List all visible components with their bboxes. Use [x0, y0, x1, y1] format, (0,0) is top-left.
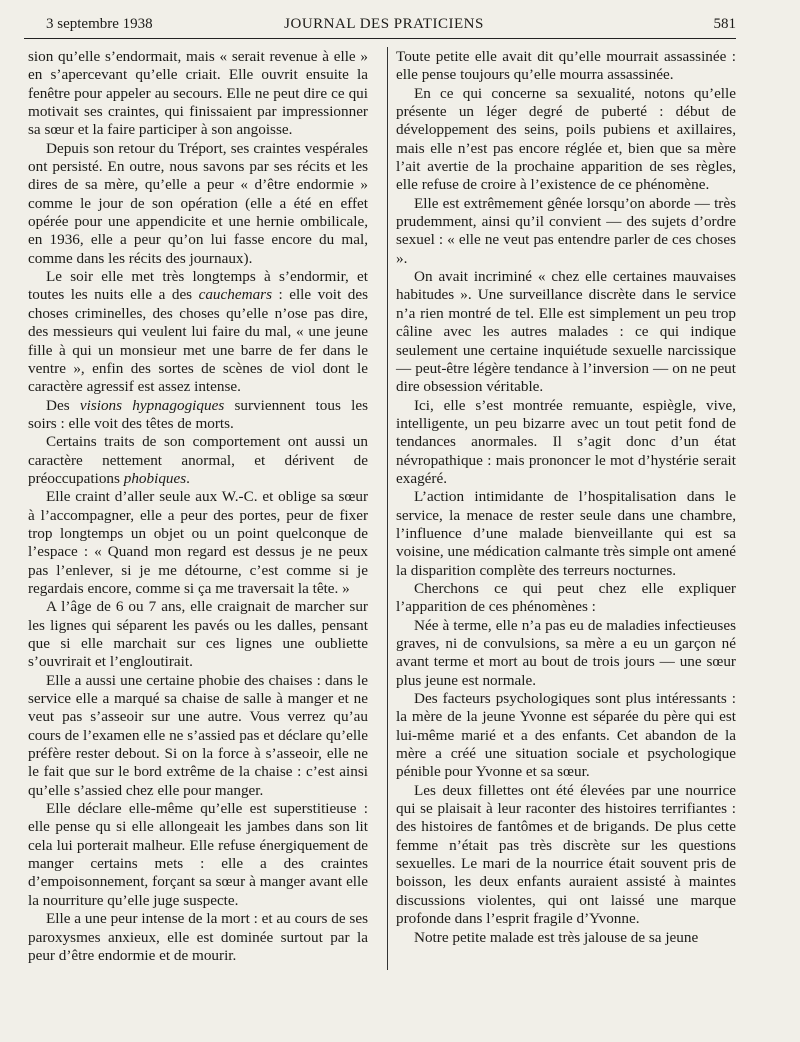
page-number: 581 — [713, 16, 736, 32]
paragraph: Des visions hypnagogiques surviennent tous les soirs : elle voit des têtes de morts. — [28, 396, 368, 432]
paragraph: Elle est extrêmement gênée lorsqu’on aborde — très prudemment, ainsi qu’il convient — des sujets d’ordre sexuel : « elle ne veut pas entendre parler de ces choses ». — [396, 194, 736, 267]
paragraph: Toute petite elle avait dit qu’elle mourrait assassinée : elle pense toujours qu’elle mourra assassinée. — [396, 48, 736, 84]
left-column — [28, 48, 368, 965]
paragraph: Cherchons ce qui peut chez elle expliquer l’apparition de ces phénomènes : — [396, 579, 736, 616]
paragraph: Elle a une peur intense de la mort : et au cours de ses paroxysmes anxieux, elle est dominée surtout par la peur d’être endormie et de mourir. — [28, 910, 368, 964]
running-header — [34, 14, 734, 36]
header-date: 3 septembre 1938 — [46, 16, 153, 32]
paragraph: On avait incriminé « chez elle certaines mauvaises habitudes ». Une surveillance discrète dans le service n’a rien montré de tel. Elle est simplement un peu trop câline avec les autres malades : ce qui indique seulement une certaine inquiétude sexuelle narcissique — peut-être légère tendance à l’inversion — on ne peut dire obsession véritable. — [396, 268, 736, 396]
paragraph: Des facteurs psychologiques sont plus intéressants : la mère de la jeune Yvonne est séparée du père qui est lui-même marié et a des enfants. Cet abandon de la mère a créé une situation sociale et psychologique pénible pour Yvonne et sa sœur. — [396, 690, 736, 781]
paragraph: Elle a aussi une certaine phobie des chaises : dans le service elle a marqué sa chaise de salle à manger et ne veut pas s’asseoir sur une autre. Vous verrez qu’au cours de l’examen elle ne s’assied pas et déclare qu’elle préfère rester debout. Si on la force à s’asseoir, elle ne le fait que sur le bord extrême de la chaise : c’est ainsi qu’elle s’assied chez elle pour manger. — [28, 671, 368, 799]
paragraph: Les deux fillettes ont été élevées par une nourrice qui se plaisait à leur raconter des histoires terrifiantes : des histoires de fantômes et de brigands. De plus cette femme n’était pas très discrète sur les questions sexuelles. Le mari de la nourrice était souvent pris de boisson, les deux enfants auraient assisté à maintes discussions violentes, qui ont laissé une marque profonde dans l’esprit fragile d’Yvonne. — [396, 781, 736, 928]
paragraph: L’action intimidante de l’hospitalisation dans le service, la menace de rester seule dans une chambre, l’influence d’une malade bienveillante qui est sa voisine, une médication calmante très simple ont amené la disparition complète des terreurs nocturnes. — [396, 488, 736, 579]
journal-title: JOURNAL DES PRATICIENS — [284, 16, 484, 32]
paragraph: Née à terme, elle n’a pas eu de maladies infectieuses graves, ni de convulsions, sa mère a eu un garçon né avant terme et mort au bout de trois jours — une sœur plus jeune est normale. — [396, 616, 736, 689]
paragraph: sion qu’elle s’endormait, mais « serait revenue à elle » en s’apercevant qu’elle criait. Elle ouvrit ensuite la fenêtre pour appeler au secours. Elle ne peut dire ce qui motivait ses craintes, qui finissaient par impressionner sa sœur et la faire participer à son angoisse. — [28, 48, 368, 139]
paragraph: Le soir elle met très longtemps à s’endormir, et toutes les nuits elle a des cauchemars : elle voit des choses criminelles, des choses qu’elle n’ose pas dire, des messieurs qui veulent lui faire du mal, « une jeune fille à qui un monsieur met une barre de fer dans le ventre », enfin des sortes de scènes de viol dont le caractère agressif est assez intense. — [28, 268, 368, 396]
paragraph: A l’âge de 6 ou 7 ans, elle craignait de marcher sur les lignes qui séparent les pavés ou les dalles, pensant que si elle marchait sur ces lignes une oubliette s’ouvrirait et l’engloutirait. — [28, 598, 368, 671]
header-rule — [24, 38, 736, 39]
paragraph: En ce qui concerne sa sexualité, notons qu’elle présente un léger degré de puberté : début de développement des seins, poils pubiens et axillaires, mais elle n’est pas encore réglée et, bien que sa mère l’ait avertie de la prochaine apparition de ses règles, elle refuse de croire à l’existence de ce phénomène. — [396, 84, 736, 194]
paragraph: Depuis son retour du Tréport, ses craintes vespérales ont persisté. En outre, nous savons par ses récits et les dires de sa mère, qu’elle a peur « d’être endormie » comme le jour de son opération (elle a été en effet opérée pour une appendicite et une hernie ombilicale, en 1936, elle a peur qu’on lui fasse encore du mal, comme dans les récits des journaux). — [28, 139, 368, 267]
column-divider — [387, 47, 388, 970]
paragraph: Elle déclare elle-même qu’elle est superstitieuse : elle pense qu si elle allongeait les jambes dans son lit cela lui porterait malheur. Elle refuse énergiquement de manger certains mets : elle a des craintes d’empoisonnement, forçant sa sœur à manger avant elle la nourriture qu’elle juge suspecte. — [28, 800, 368, 909]
paragraph: Notre petite malade est très jalouse de sa jeune — [414, 928, 699, 946]
paragraph: Ici, elle s’est montrée remuante, espiègle, vive, intelligente, un peu bizarre avec un tout petit fond de tendances anormales. Il s’agit donc d’un état névropathique : mais prononcer le mot d’hystérie serait exagéré. — [396, 396, 736, 487]
paragraph: Elle craint d’aller seule aux W.-C. et oblige sa sœur à l’accompagner, elle a peur des portes, peur de fixer trop longtemps un objet ou un point quelconque de l’espace : « Quand mon regard est dessus je ne peux pas l’enlever, si je me détourne, c’est comme si je regardais encore, comme si ça me traversait la tête. » — [28, 488, 368, 597]
paragraph: Certains traits de son comportement ont aussi un caractère nettement anormal, et dérivent de préoccupations phobiques. — [28, 433, 368, 487]
right-column — [396, 48, 736, 947]
